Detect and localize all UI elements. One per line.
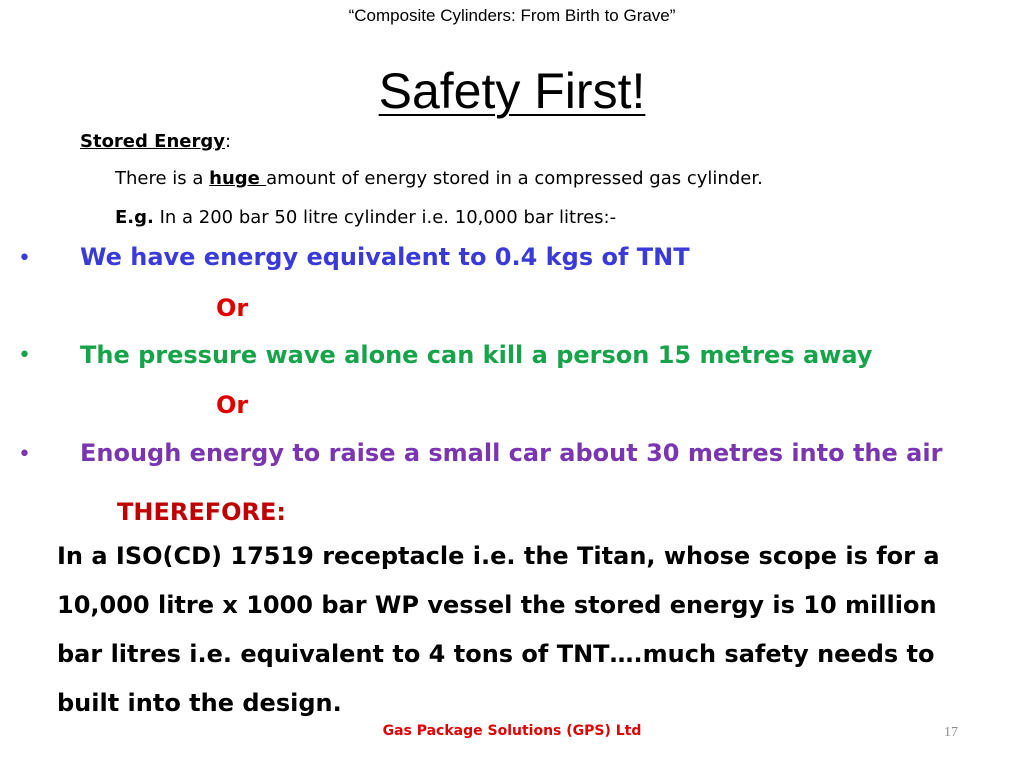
stored-energy-line2 — [115, 207, 616, 228]
slide-title: Safety First! — [378, 63, 646, 119]
stored-energy-colon: : — [224, 131, 232, 152]
bullet-pressure-wave: The pressure wave alone can kill a person 15 metres away — [80, 341, 873, 369]
footer-company: Gas Package Solutions (GPS) Ltd — [382, 723, 642, 739]
stored-energy-line1 — [115, 168, 763, 189]
conclusion-paragraph: In a ISO(CD) 17519 receptacle i.e. the Titan, whose scope is for a 10,000 litre x 1000 bar WP vessel the stored energy is 10 million bar litres i.e. equivalent to 4 tons of TNT….much safety needs to built into the design. — [57, 542, 940, 717]
stored-energy-label: Stored Energy — [80, 131, 225, 152]
bullet-marker: • — [18, 442, 31, 467]
line1-pre: There is a — [115, 168, 210, 189]
bullet-car-lift: Enough energy to raise a small car about 30 metres into the air — [80, 439, 943, 467]
therefore-heading: THEREFORE: — [117, 498, 286, 526]
slide-subtitle: “Composite Cylinders: From Birth to Grave” — [348, 6, 676, 25]
or-connector: Or — [216, 391, 249, 419]
line1-post: amount of energy stored in a compressed gas cylinder. — [266, 168, 763, 189]
eg-label: E.g. — [115, 207, 154, 228]
page-number: 17 — [944, 725, 958, 740]
eg-text: In a 200 bar 50 litre cylinder i.e. 10,000 bar litres:- — [153, 207, 617, 228]
bullet-tnt-equivalent: We have energy equivalent to 0.4 kgs of TNT — [80, 243, 690, 271]
or-connector: Or — [216, 294, 249, 322]
bullet-marker: • — [18, 246, 31, 271]
stored-energy-heading — [80, 131, 231, 152]
line1-emphasis: huge — [209, 168, 267, 189]
bullet-marker: • — [18, 343, 31, 368]
